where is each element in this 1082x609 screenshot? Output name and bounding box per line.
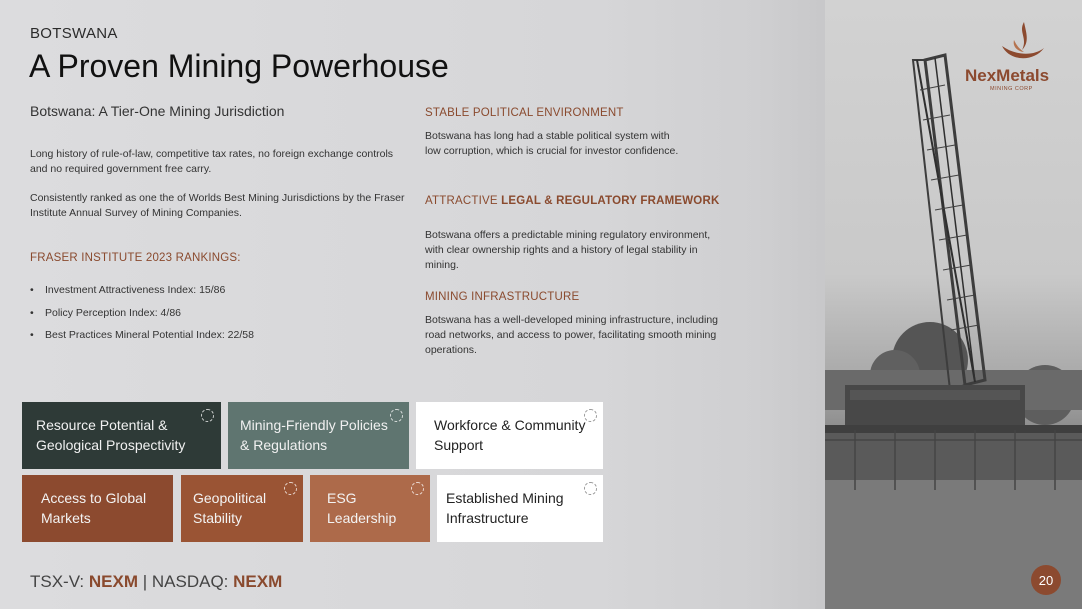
tile-label: Workforce & Community Support xyxy=(434,417,586,453)
page-number-badge: 20 xyxy=(1031,565,1061,595)
tile-workforce xyxy=(416,402,603,469)
tile-global-markets xyxy=(22,475,173,542)
page-title: A Proven Mining Powerhouse xyxy=(29,48,449,84)
flame-swoosh-logo-icon xyxy=(962,18,1072,68)
logo-subtitle: MINING CORP xyxy=(990,86,1033,92)
ranking-text: Investment Attractiveness Index: 15/86 xyxy=(45,284,226,296)
tile-esg xyxy=(310,475,430,542)
logo-name: NexMetals xyxy=(965,66,1050,85)
infrastructure-heading: MINING INFRASTRUCTURE xyxy=(425,291,580,303)
tile-label: Resource Potential & Geological Prospectivity xyxy=(36,417,186,453)
tsx-label: TSX-V: xyxy=(30,572,89,591)
rankings-list xyxy=(30,284,254,352)
page-subtitle: Botswana: A Tier-One Mining Jurisdiction xyxy=(30,103,285,119)
legal-heading-bold: LEGAL & REGULATORY FRAMEWORK xyxy=(501,195,720,207)
fraser-ranking-paragraph: Consistently ranked as one the of Worlds Best Mining Jurisdictions by the Fraser Institute Annual Survey of Mining Companies. xyxy=(30,192,405,219)
list-item: • Investment Attractiveness Index: 15/86 xyxy=(30,284,226,296)
list-item: • Best Practices Mineral Potential Index: 22/58 xyxy=(30,329,254,341)
ticker-footer xyxy=(30,572,282,592)
tile-label: Established Mining Infrastructure xyxy=(446,490,564,526)
tile-geopolitical xyxy=(181,475,303,542)
tile-label: Mining-Friendly Policies & Regulations xyxy=(240,417,388,453)
legal-framework-text: Botswana offers a predictable mining regulatory environment, with clear ownership rights and a history of legal stability in mining. xyxy=(425,229,711,271)
dashed-circle-icon xyxy=(284,482,297,495)
rule-of-law-paragraph: Long history of rule-of-law, competitive tax rates, no foreign exchange controls and no required government free carry. xyxy=(30,148,394,175)
tile-label: Access to Global Markets xyxy=(41,490,147,526)
tile-mining-policies xyxy=(228,402,409,469)
tile-label: ESG Leadership xyxy=(327,490,397,526)
legal-heading-prefix: ATTRACTIVE xyxy=(425,195,502,207)
tsx-ticker: NEXM xyxy=(88,572,139,591)
dashed-circle-icon xyxy=(390,409,403,422)
ranking-text: Best Practices Mineral Potential Index: 22/58 xyxy=(45,329,254,341)
tile-established-infrastructure xyxy=(437,475,603,542)
dashed-circle-icon xyxy=(411,482,424,495)
dashed-circle-icon xyxy=(584,409,597,422)
dashed-circle-icon xyxy=(201,409,214,422)
infrastructure-text: Botswana has a well-developed mining infrastructure, including road networks, and access to power, facilitating smooth mining operations. xyxy=(425,314,718,356)
rankings-heading: FRASER INSTITUTE 2023 RANKINGS: xyxy=(30,252,241,264)
stable-political-heading: STABLE POLITICAL ENVIRONMENT xyxy=(425,107,624,119)
dashed-circle-icon xyxy=(584,482,597,495)
nasdaq-ticker: NEXM xyxy=(233,572,283,591)
legal-framework-heading xyxy=(425,195,719,207)
tile-resource-potential xyxy=(22,402,221,469)
country-label: BOTSWANA xyxy=(30,25,118,42)
ticker-separator: | xyxy=(138,572,152,591)
tile-label: Geopolitical Stability xyxy=(193,490,267,526)
stable-political-text: Botswana has long had a stable political system with low corruption, which is crucial for investor confidence. xyxy=(425,130,679,157)
nasdaq-label: NASDAQ: xyxy=(151,572,234,591)
list-item: • Policy Perception Index: 4/86 xyxy=(30,306,181,319)
ranking-text: Policy Perception Index: 4/86 xyxy=(45,306,181,319)
